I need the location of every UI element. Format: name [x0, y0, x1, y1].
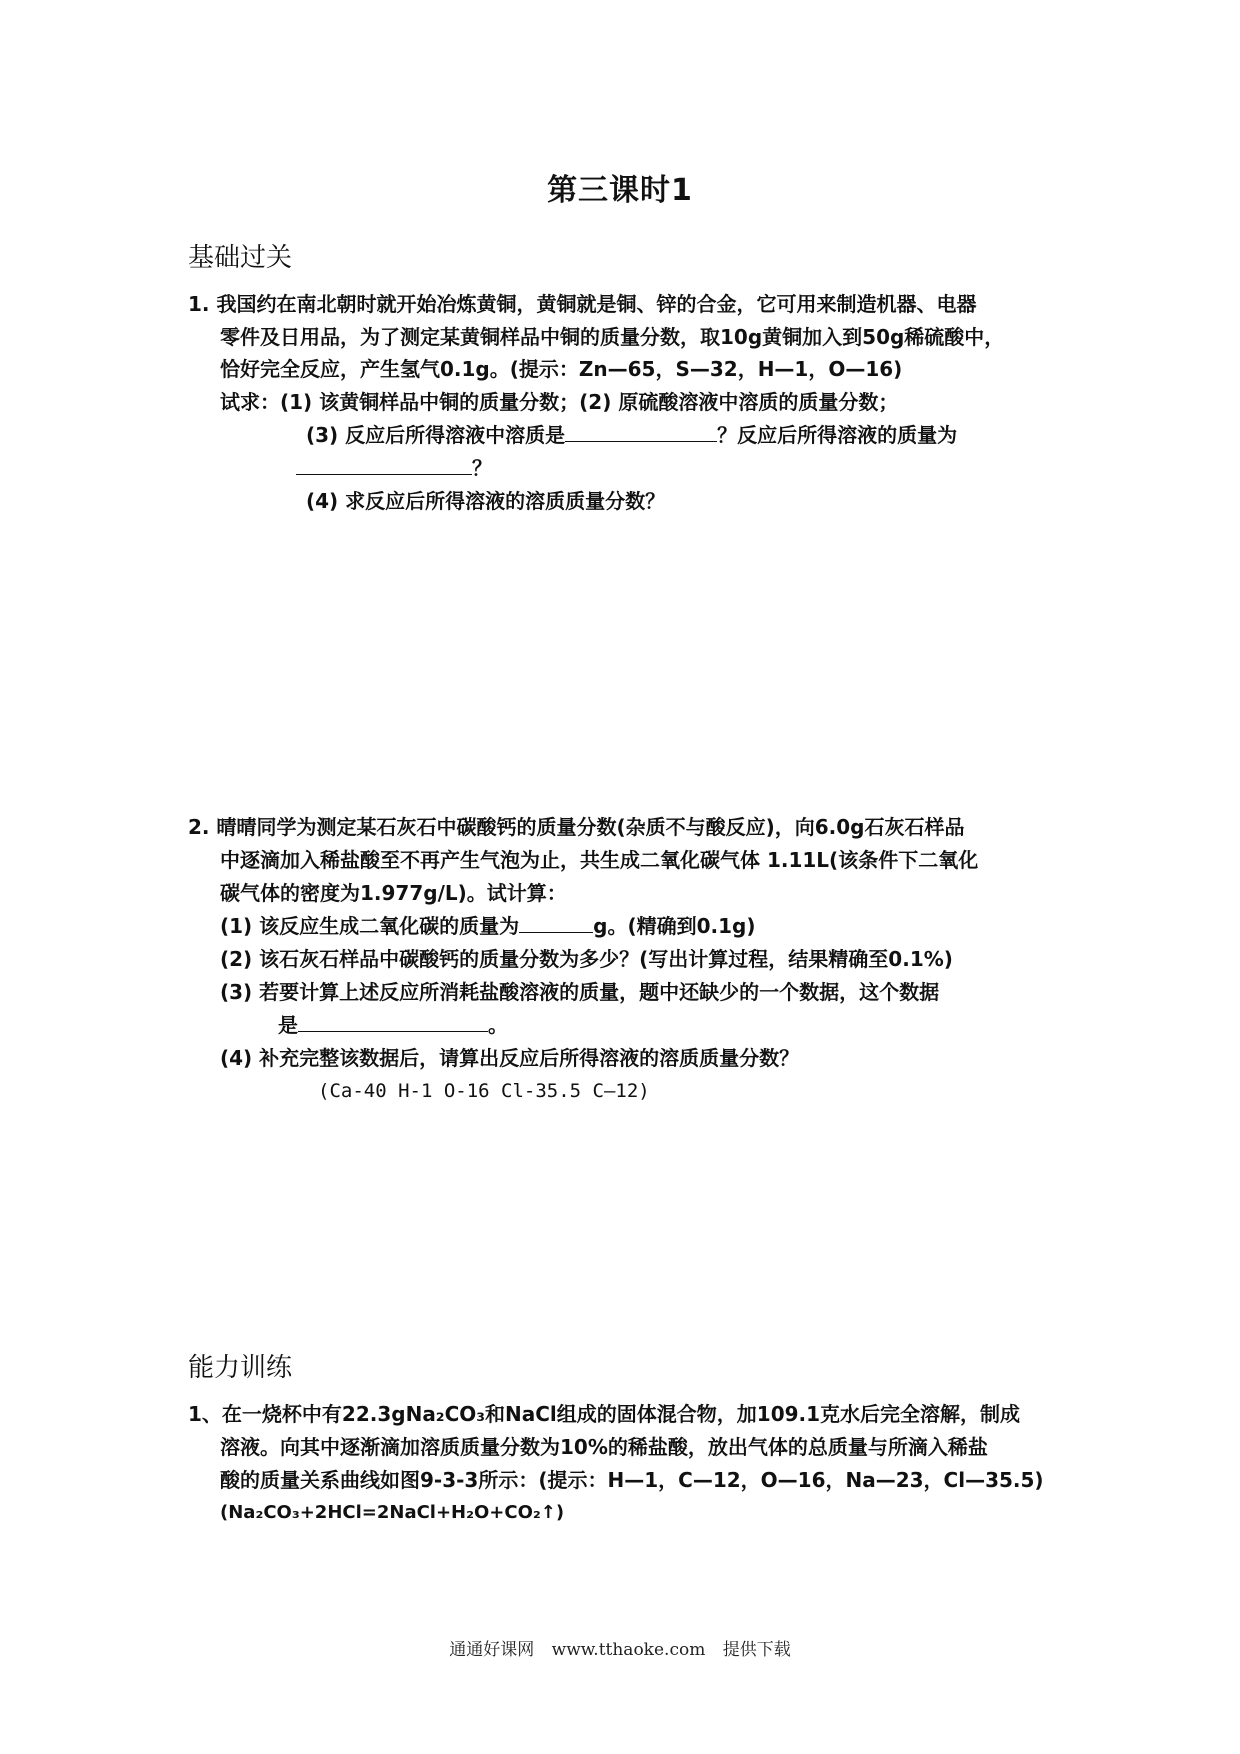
q2-atomic-masses: (Ca-40 H-1 O-16 Cl-35.5 C—12)	[318, 1080, 650, 1102]
q2-line-4	[220, 912, 756, 940]
q1-part3-text: (3) 反应后所得溶液中溶质是	[306, 423, 566, 447]
q1-line-2: 零件及日用品，为了测定某黄铜样品中铜的质量分数，取10g黄铜加入到50g稀硫酸中，	[220, 325, 1005, 349]
q1-line-5	[306, 421, 957, 449]
q1-line-7: (4) 求反应后所得溶液的溶质质量分数？	[306, 489, 666, 513]
q1-question-mark: ？	[472, 456, 492, 480]
q2-line-2: 中逐滴加入稀盐酸至不再产生气泡为止，共生成二氧化碳气体 1.11L(该条件下二氧化	[220, 848, 979, 872]
page-footer	[0, 1635, 1240, 1660]
q1-solute-blank[interactable]	[565, 421, 717, 442]
q2-part3-text-b: 。	[488, 1013, 508, 1037]
q2-line-7	[278, 1011, 508, 1039]
q2-part1-text-b: g。(精确到0.1g)	[593, 914, 756, 938]
q1-line-4: 试求：(1) 该黄铜样品中铜的质量分数；(2) 原硫酸溶液中溶质的质量分数；	[220, 390, 899, 414]
q2-line-3: 碳气体的密度为1.977g/L)。试计算：	[220, 881, 567, 905]
q3-line-2: 溶液。向其中逐渐滴加溶质质量分数为10%的稀盐酸，放出气体的总质量与所滴入稀盐	[220, 1435, 988, 1459]
q2-line-8: (4) 补充完整该数据后，请算出反应后所得溶液的溶质质量分数？	[220, 1046, 800, 1070]
q1-line-3: 恰好完全反应，产生氢气0.1g。(提示：Zn—65，S—32，H—1，O—16)	[220, 357, 903, 381]
footer-note: 提供下载	[722, 1640, 791, 1660]
q2-co2-mass-blank[interactable]	[519, 912, 593, 933]
section-heading-basic: 基础过关	[188, 243, 293, 273]
q2-part1-text: (1) 该反应生成二氧化碳的质量为	[220, 914, 520, 938]
q2-missing-data-blank[interactable]	[298, 1011, 488, 1032]
q3-equation: (Na₂CO₃+2HCl=2NaCl+H₂O+CO₂↑)	[220, 1502, 565, 1523]
q3-line-3: 酸的质量关系曲线如图9-3-3所示：(提示：H—1，C—12，O—16，Na—23，Cl—35.5)	[220, 1468, 1044, 1492]
q3-line-1: 1、在一烧杯中有22.3gNa₂CO₃和NaCl组成的固体混合物，加109.1克水后完全溶解，制成	[188, 1402, 1021, 1426]
q1-part3-text-b: ？反应后所得溶液的质量为	[717, 423, 958, 447]
q2-line-1: 2. 晴晴同学为测定某石灰石中碳酸钙的质量分数(杂质不与酸反应)，向6.0g石灰石样品	[188, 815, 965, 839]
q2-part3-text: 是	[278, 1013, 298, 1037]
q1-line-1: 1. 我国约在南北朝时就开始冶炼黄铜，黄铜就是铜、锌的合金，它可用来制造机器、电器	[188, 292, 977, 316]
q2-line-5: (2) 该石灰石样品中碳酸钙的质量分数为多少？(写出计算过程，结果精确至0.1%)	[220, 947, 953, 971]
footer-site-name: 通通好课网	[449, 1640, 535, 1660]
page-title: 第三课时1	[547, 173, 693, 208]
footer-url[interactable]: www.tthaoke.com	[551, 1640, 706, 1660]
section-heading-ability: 能力训练	[188, 1353, 293, 1383]
q2-line-6: (3) 若要计算上述反应所消耗盐酸溶液的质量，题中还缺少的一个数据，这个数据	[220, 980, 940, 1004]
q1-line-6	[296, 454, 492, 482]
q1-mass-blank[interactable]	[296, 454, 472, 475]
